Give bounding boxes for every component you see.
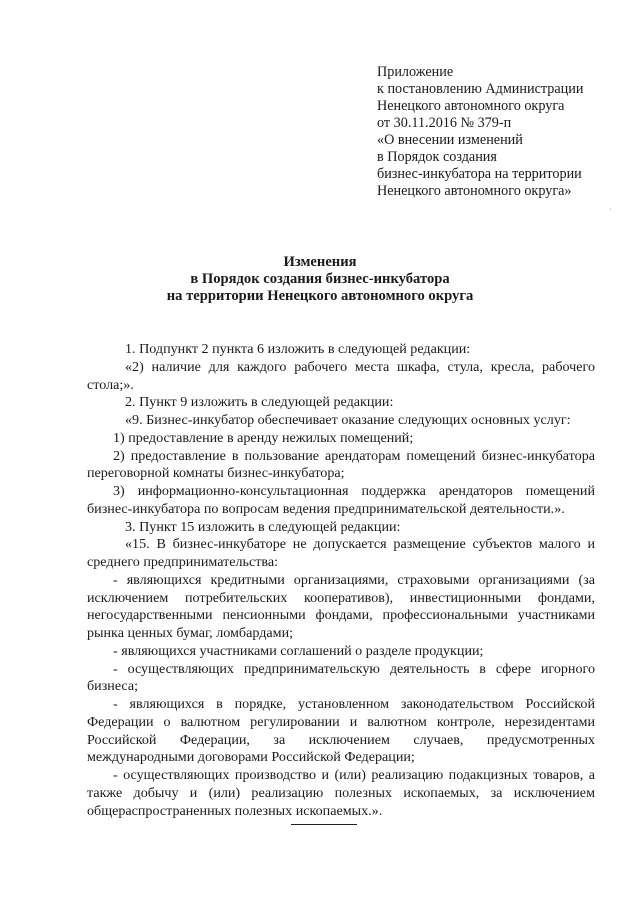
paragraph: 1. Подпункт 2 пункта 6 изложить в следующей редакции: bbox=[125, 341, 471, 357]
list-item: - осуществляющих предпринимательскую деятельность в сфере игорного бизнеса; bbox=[87, 660, 595, 695]
appendix-line: к постановлению Администрации bbox=[377, 81, 584, 97]
appendix-line: бизнес-инкубатора на территории bbox=[377, 166, 582, 182]
list-item: - являющихся в порядке, установленном законодательством Российской Федерации о валютном регулировании и валютном контроле, нерезидентами Российской Федерации, за исключением случаев, предусмотренных международными договорами Российской Федерации; bbox=[87, 696, 595, 766]
paragraph: 2. Пункт 9 изложить в следующей редакции: bbox=[125, 394, 394, 411]
document-body bbox=[87, 341, 595, 820]
end-divider bbox=[291, 824, 357, 825]
paragraph: 3. Пункт 15 изложить в следующей редакции: bbox=[125, 518, 401, 535]
scan-speck bbox=[610, 208, 611, 210]
document-title bbox=[0, 254, 640, 305]
appendix-line: Ненецкого автономного округа» bbox=[377, 183, 572, 199]
paragraph: «9. Бизнес-инкубатор обеспечивает оказание следующих основных услуг: bbox=[125, 412, 571, 428]
list-item: 3) информационно-консультационная поддержка арендаторов помещений бизнес-инкубатора по вопросам ведения предпринимательской деятельности.». bbox=[87, 483, 595, 517]
list-item: - осуществляющих производство и (или) реализацию подакцизных товаров, а также добычу и (или) реализацию полезных ископаемых, за исключением общераспространенных полезных ископаемых.». bbox=[87, 767, 595, 819]
title-line: в Порядок создания бизнес-инкубатора bbox=[190, 271, 450, 287]
appendix-line: Ненецкого автономного округа bbox=[377, 98, 565, 114]
appendix-line: «О внесении изменений bbox=[377, 132, 523, 148]
list-item: 1) предоставление в аренду нежилых помещений; bbox=[113, 429, 414, 446]
appendix-header bbox=[377, 64, 627, 200]
title-line: Изменения bbox=[283, 254, 357, 270]
list-item: - являющихся кредитными организациями, страховыми организациями (за исключением потребительских кооперативов), инвестиционными фондами, негосударственными пенсионными фондами, профессиональными участниками рынка ценных бумаг, ломбардами; bbox=[87, 571, 595, 641]
title-line: на территории Ненецкого автономного округа bbox=[166, 288, 474, 304]
appendix-line: от 30.11.2016 № 379-п bbox=[377, 115, 512, 131]
paragraph: «2) наличие для каждого рабочего места шкафа, стула, кресла, рабочего стола;». bbox=[87, 358, 595, 393]
list-item: 2) предоставление в пользование арендаторам помещений бизнес-инкубатора переговорной комнаты бизнес-инкубатора; bbox=[87, 447, 595, 482]
appendix-line: Приложение bbox=[377, 64, 454, 80]
paragraph: «15. В бизнес-инкубаторе не допускается размещение субъектов малого и среднего предпринимательства: bbox=[87, 536, 595, 570]
list-item: - являющихся участниками соглашений о разделе продукции; bbox=[113, 642, 484, 659]
appendix-line: в Порядок создания bbox=[377, 149, 497, 165]
